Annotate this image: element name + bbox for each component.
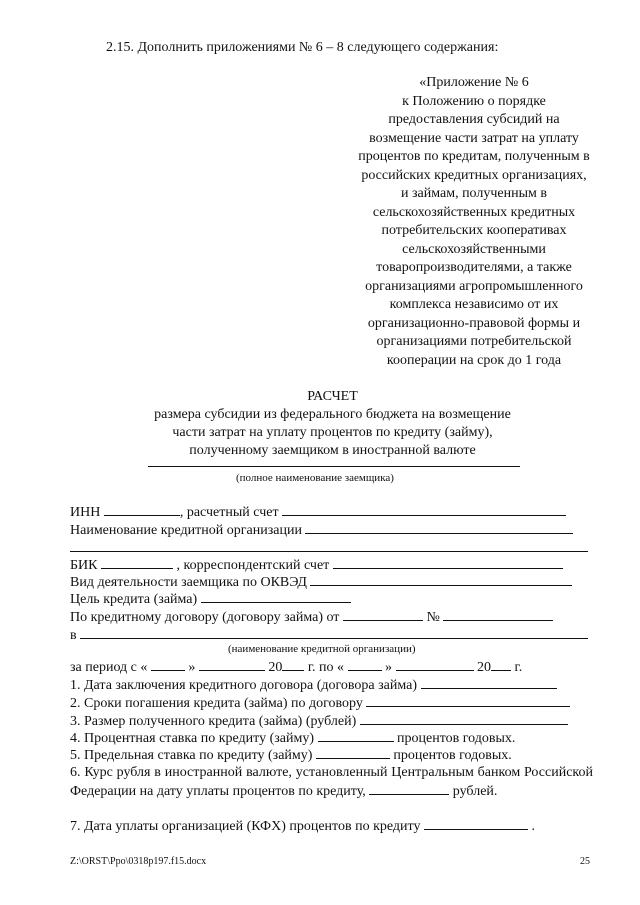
year-prefix: 20 [268, 660, 283, 675]
purpose-label: Цель кредита (займа) [70, 592, 198, 607]
appendix-header [334, 74, 614, 370]
appendix-line: организациями агропромышленного [365, 278, 583, 294]
item-4-label: 4. Процентная ставка по кредиту (займу) [70, 731, 314, 746]
period-from-year-field[interactable] [282, 658, 304, 671]
item-7-row [70, 817, 595, 835]
intro-text: 2.15. Дополнить приложениями № 6 – 8 следующего содержания: [106, 40, 499, 55]
bank-name-continuation-line[interactable] [70, 551, 588, 552]
item-6-field[interactable] [369, 782, 449, 795]
item-4-field[interactable] [318, 729, 394, 742]
item-2-label: 2. Сроки погашения кредита (займа) по договору [70, 696, 363, 711]
item-4-tail: процентов годовых. [397, 731, 516, 746]
appendix-line: возмещение части затрат на уплату [369, 130, 579, 146]
bank-name-field[interactable] [305, 521, 573, 534]
bik-row [70, 556, 595, 574]
period-to-year-field[interactable] [491, 658, 511, 671]
footer-file-path: Z:\ORST\Ppo\0318p197.f15.docx [70, 856, 207, 867]
appendix-line: сельскохозяйственными [402, 241, 546, 257]
appendix-line: российских кредитных организациях, [361, 167, 587, 183]
appendix-line: сельскохозяйственных кредитных [372, 204, 576, 220]
item-5-field[interactable] [316, 746, 390, 759]
appendix-line: кооперации на срок до 1 года [386, 352, 562, 368]
bank-name-label: Наименование кредитной организации [70, 523, 302, 538]
appendix-line: организационно-правовой формы и [367, 315, 581, 331]
bank-name-row [70, 521, 595, 539]
subtitle-line: части затрат на уплату процентов по кредиту (займу), [172, 425, 493, 440]
inn-field[interactable] [104, 503, 180, 516]
in-bank-row [70, 626, 595, 644]
item-5-tail: процентов годовых. [393, 748, 512, 763]
item-2-field[interactable] [366, 694, 570, 707]
appendix-line: товаропроизводителями, а также [376, 260, 572, 275]
period-from-label: за период с « [70, 660, 148, 675]
item-6-tail: рублей. [452, 784, 498, 799]
subtitle-line: размера субсидии из федерального бюджета на возмещение [154, 407, 511, 422]
borrower-caption: (полное наименование заемщика) [236, 472, 394, 484]
appendix-line: процентов по кредитам, полученным в [358, 149, 590, 164]
appendix-line: «Приложение № 6 [419, 75, 529, 90]
borrower-name-line[interactable] [148, 466, 520, 467]
appendix-line: к Положению о порядке [402, 93, 546, 109]
period-end-label: г. [514, 660, 523, 675]
quote-close: » [385, 660, 393, 675]
in-label: в [70, 628, 77, 643]
activity-label: Вид деятельности заемщика по ОКВЭД [70, 575, 307, 590]
item-1-row [70, 676, 595, 694]
period-from-month-field[interactable] [199, 658, 265, 671]
bank-caption: (наименование кредитной организации) [228, 643, 416, 655]
item-3-field[interactable] [360, 712, 568, 725]
item-3-label: 3. Размер полученного кредита (займа) (рублей) [70, 714, 357, 729]
appendix-line: комплекса независимо от их [389, 297, 559, 312]
contract-number-field[interactable] [443, 608, 553, 621]
subtitle-line: полученному заемщиком в иностранной валюте [189, 443, 476, 458]
contract-label: По кредитному договору (договору займа) от [70, 610, 340, 625]
item-7-label: 7. Дата уплаты организацией (КФХ) процентов по кредиту [70, 819, 421, 834]
item-4-row [70, 729, 595, 747]
item-7-tail: . [531, 819, 535, 834]
corr-account-label: , корреспондентский счет [176, 558, 330, 573]
footer-page-number: 25 [580, 856, 590, 867]
contract-date-field[interactable] [343, 608, 423, 621]
corr-account-field[interactable] [333, 556, 563, 569]
title-block [60, 388, 605, 460]
inn-label: ИНН [70, 505, 101, 520]
item-7-field[interactable] [424, 817, 528, 830]
number-sign: № [426, 610, 440, 625]
year-prefix: 20 [477, 660, 492, 675]
quote-close: » [188, 660, 196, 675]
account-label: , расчетный счет [179, 505, 279, 520]
account-field[interactable] [282, 503, 566, 516]
period-to-label: г. по « [307, 660, 345, 675]
period-from-day-field[interactable] [151, 658, 185, 671]
inn-row [70, 503, 595, 521]
appendix-line: предоставления субсидий на [388, 112, 560, 127]
period-to-month-field[interactable] [396, 658, 474, 671]
activity-row [70, 573, 595, 591]
item-1-label: 1. Дата заключения кредитного договора (договора займа) [70, 678, 418, 693]
bik-label: БИК [70, 558, 98, 573]
item-5-label: 5. Предельная ставка по кредиту (займу) [70, 748, 313, 763]
appendix-line: организациями потребительской [376, 334, 572, 349]
item-6-paragraph [70, 763, 593, 801]
appendix-line: и займам, полученным в [401, 186, 547, 201]
purpose-row [70, 590, 595, 608]
item-1-field[interactable] [421, 676, 557, 689]
in-bank-field[interactable] [80, 626, 588, 639]
contract-row [70, 608, 595, 626]
document-title: РАСЧЕТ [307, 389, 358, 404]
bik-field[interactable] [101, 556, 173, 569]
appendix-line: потребительских кооперативах [381, 223, 567, 238]
item-3-row [70, 712, 595, 730]
activity-field[interactable] [310, 573, 572, 586]
item-2-row [70, 694, 595, 712]
period-row [70, 658, 595, 676]
period-to-day-field[interactable] [348, 658, 382, 671]
item-5-row [70, 746, 595, 764]
purpose-field[interactable] [201, 590, 351, 603]
item-6-label: 6. Курс рубля в иностранной валюте, установленный Центральным банком Российской Федерации на дату уплаты процентов по кредиту, [70, 765, 593, 799]
